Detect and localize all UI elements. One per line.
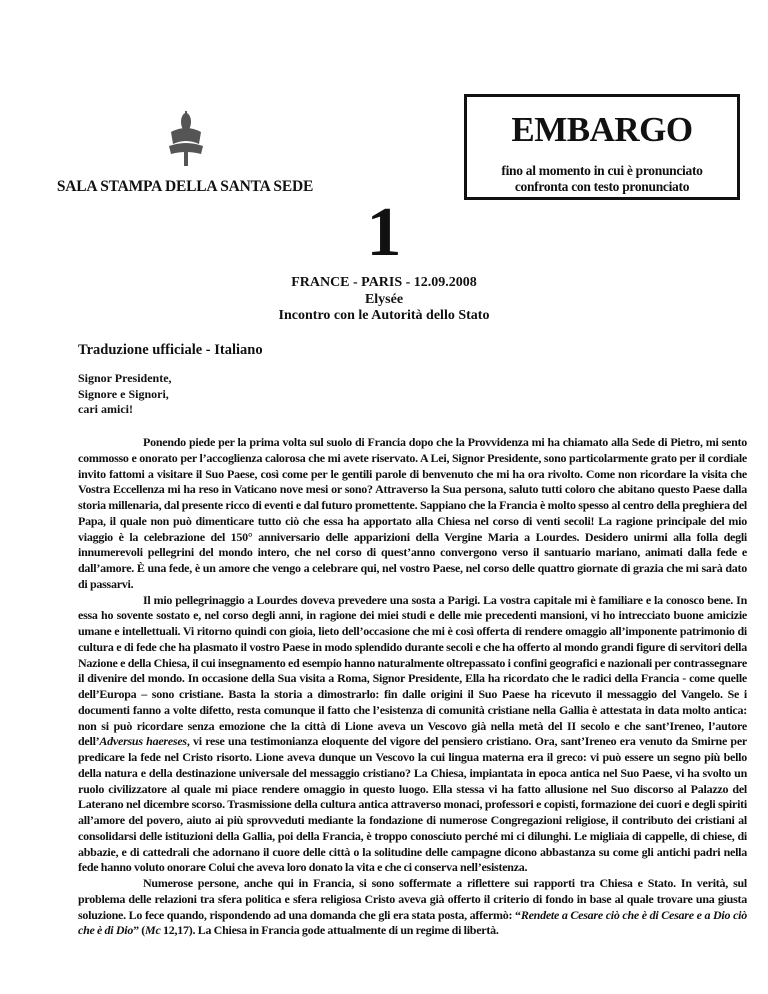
embargo-note-line: confronta con testo pronunciato: [514, 179, 690, 194]
embargo-title: EMBARGO: [511, 110, 693, 149]
paragraph-text: Numerose persone, anche qui in Francia, si sono soffermate a riflettere sui rapporti tra Chiesa e Stato. In verità, sul problema delle relazioni tra sfera politica e sfera religiosa Cristo aveva già offerto il criterio di fondo in base al quale trovare una giusta soluzione. Lo fece quando, rispondendo ad una domanda che gli era stata posta, affermò: “: [78, 876, 747, 922]
salutation-line: cari amici!: [78, 402, 133, 417]
speech-paragraph: [78, 435, 747, 593]
event-heading: [0, 275, 768, 325]
event-title: Incontro con le Autorità dello Stato: [278, 308, 490, 323]
italic-text: Adversus haereses: [99, 734, 187, 749]
embargo-note: [467, 163, 737, 195]
speech-paragraph: [78, 593, 747, 877]
embargo-note-line: fino al momento in cui è pronunciato: [501, 163, 703, 178]
salutation-line: Signor Presidente,: [78, 371, 172, 385]
italic-text: Rendete a Cesare ciò che è di Cesare e a Dio ciò che è di Dio: [78, 907, 747, 938]
event-place-date: FRANCE - PARIS - 12.09.2008: [291, 275, 477, 290]
event-venue: Elysée: [364, 291, 404, 307]
translation-label: Traduzione ufficiale - Italiano: [78, 342, 263, 358]
speech-body: [78, 435, 747, 939]
speech-paragraph: [78, 876, 747, 939]
salutation: [78, 371, 172, 418]
embargo-box: [464, 94, 740, 200]
paragraph-text: 12,17). La Chiesa in Francia gode attualmente di un regime di libertà.: [160, 923, 499, 938]
paragraph-text: Ponendo piede per la prima volta sul suolo di Francia dopo che la Provvidenza mi ha chiamato alla Sede di Pietro, mi sento commosso e onorato per l’accoglienza calorosa che mi avete riservato. A Lei, Signor Presidente, sono particolarmente grato per il cordiale invito fattomi a visitare il Suo Paese, così come per le gentili parole di benvenuto che mi ha ora rivolto. Come non ricordare la visita che Vostra Eccellenza mi ha reso in Vaticano nove mesi or sono? Attraverso la Sua persona, saluto tutti coloro che abitano questo Paese dalla storia millenaria, dal presente ricco di eventi e dal futuro promettente. Sappiano che la Francia è molto spesso al centro della preghiera del Papa, il quale non può dimenticare tutto ciò che essa ha apportato alla Chiesa nel corso di venti secoli! La ragione principale del mio viaggio è la celebrazione del 150° anniversario delle apparizioni della Vergine Maria a Lourdes. Desidero unirmi alla folla degli innumerevoli pellegrini del mondo intero, che nel corso di quest’anno convergono verso il santuario mariano, animati dalla fede e dall’amore. È una fede, è un amore che vengo a celebrare qui, nel vostro Paese, nel corso delle quattro giornate di grazia che mi sarà dato di passarvi.: [78, 435, 747, 591]
bulletin-number: 1: [366, 194, 402, 271]
holy-see-emblem-icon: [165, 110, 207, 168]
paragraph-text: , vi rese una testimonianza eloquente del vigore del pensiero cristiano. Ora, sant’Ireneo era venuto da Smirne per predicare la fede nel Cristo risorto. Lione aveva dunque un Vescovo la cui lingua materna era il greco: vi può essere un segno più bello della natura e della destinazione universale del messaggio cristiano? La Chiesa, impiantata in epoca antica nel Suo Paese, vi ha svolto un ruolo civilizzatore al quale mi piace rendere omaggio in questo luogo. Ella stessa vi ha fatto allusione nel Suo discorso al Palazzo del Laterano nel dicembre scorso. Trasmissione della cultura antica attraverso monaci, professori e copisti, formazione dei cuori e degli spiriti all’amore del povero, aiuto ai più sprovveduti mediante la fondazione di numerose Congregazioni religiose, il contributo dei cristiani al consolidarsi delle istituzioni della Gallia, poi della Francia, è troppo conosciuto perché mi ci dilunghi. Le migliaia di cappelle, di chiese, di abbazie, e di cattedrali che adornano il cuore delle città o la solitudine delle campagne dicono abbastanza su come gli antichi padri nella fede hanno voluto onorare Colui che aveva loro donato la vita e che ci conserva nell’esistenza.: [78, 734, 748, 875]
paragraph-text: Il mio pellegrinaggio a Lourdes doveva prevedere una sosta a Parigi. La vostra capitale mi è familiare e la conosco bene. In essa ho sovente sostato e, nel corso degli anni, in ragione dei miei studi e delle mie precedenti mansioni, vi ho intrecciato buone amicizie umane e intellettuali. Vi ritorno quindi con gioia, lieto dell’occasione che mi è così offerta di rendere omaggio all’imponente patrimonio di cultura e di fede che ha plasmato il vostro Paese in modo splendido durante secoli e che ha offerto al mondo grandi figure di servitori della Nazione e della Chiesa, il cui insegnamento ed esempio hanno naturalmente oltrepassato i confini geografici e nazionali per contrassegnare il divenire del mondo. In occasione della Sua visita a Roma, Signor Presidente, Ella ha ricordato che le radici della Francia - come quelle dell’Europa – sono cristiane. Basta la storia a dimostrarlo: fin dalle origini il Suo Paese ha ricevuto il messaggio del Vangelo. Se i documenti fanno a volte difetto, resta comunque il fatto che l’esistenza di comunità cristiane nella Gallia è attestata in data molto antica: non si può ricordare senza emozione che la città di Lione aveva un Vescovo già nella metà del II secolo e che sant’Ireneo, l’autore dell’: [78, 592, 747, 749]
paragraph-text: ” (: [133, 923, 146, 938]
salutation-line: Signore e Signori,: [78, 386, 169, 401]
italic-text: Mc: [145, 923, 161, 938]
press-office-name: SALA STAMPA DELLA SANTA SEDE: [56, 178, 314, 195]
